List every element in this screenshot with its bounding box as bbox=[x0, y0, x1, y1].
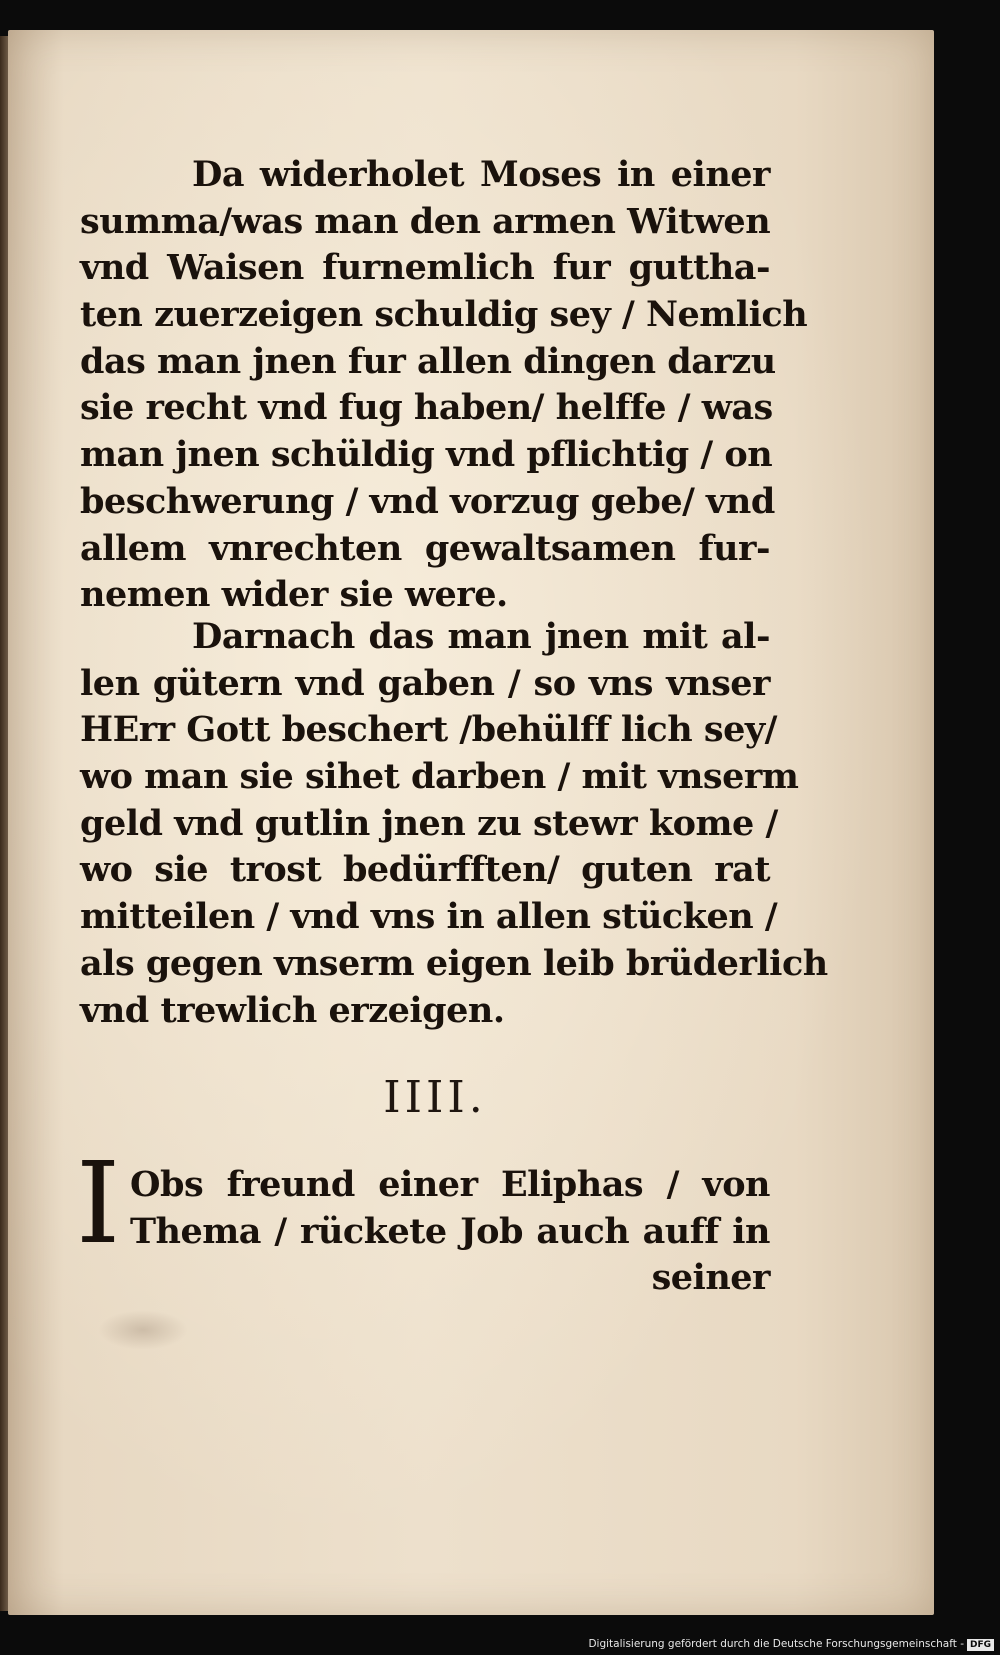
text-line: wo sie trost bedürfften/ guten rat bbox=[80, 849, 770, 891]
digitization-credit bbox=[588, 1638, 994, 1651]
text-line: HErr Gott beschert /behülff lich sey/ bbox=[80, 709, 777, 751]
text-line: man jnen schüldig vnd pflichtig / on bbox=[80, 434, 773, 476]
text-line: Obs freund einer Eliphas / von bbox=[130, 1164, 770, 1205]
text-line: das man jnen fur allen dingen darzu bbox=[80, 340, 776, 382]
text-line: vnd Waisen furnemlich fur guttha- bbox=[80, 247, 770, 289]
text-line: vnd trewlich erzeigen. bbox=[80, 989, 505, 1031]
text-line: Thema / rückete Job auch auff in bbox=[130, 1210, 770, 1252]
paragraph-1 bbox=[80, 152, 808, 619]
text-line: als gegen vnserm eigen leib brüderlich bbox=[80, 942, 828, 984]
text-line: beschwerung / vnd vorzug gebe/ vnd bbox=[80, 480, 775, 522]
text-line: wo man sie sihet darben / mit vnserm bbox=[80, 756, 799, 798]
dfg-logo: DFG bbox=[967, 1639, 994, 1651]
text-line: sie recht vnd fug haben/ helffe / was bbox=[80, 387, 773, 429]
section-heading: IIII. bbox=[383, 1072, 487, 1123]
paper-stain bbox=[98, 1310, 188, 1350]
book-page bbox=[8, 30, 934, 1615]
text-line: mitteilen / vnd vns in allen stücken / bbox=[80, 896, 778, 938]
credit-text: Digitalisierung gefördert durch die Deutsche Forschungsgemeinschaft - bbox=[588, 1638, 964, 1650]
text-line: geld vnd gutlin jnen zu stewr kome / bbox=[80, 802, 778, 844]
text-line: len gütern vnd gaben / so vns vnser bbox=[80, 662, 770, 704]
text-line: nemen wider sie were. bbox=[80, 574, 508, 616]
catchword: seiner bbox=[651, 1257, 770, 1299]
text-line: ten zuerzeigen schuldig sey / Nemlich bbox=[80, 294, 808, 336]
paragraph-2 bbox=[80, 614, 828, 1034]
text-line: Da widerholet Moses in einer bbox=[192, 154, 770, 195]
drop-cap: I bbox=[76, 1139, 121, 1269]
text-line: allem vnrechten gewaltsamen fur- bbox=[80, 527, 770, 569]
paragraph-3 bbox=[76, 1139, 770, 1302]
text-line: Darnach das man jnen mit al- bbox=[192, 616, 770, 657]
text-line: summa/was man den armen Witwen bbox=[80, 200, 771, 242]
